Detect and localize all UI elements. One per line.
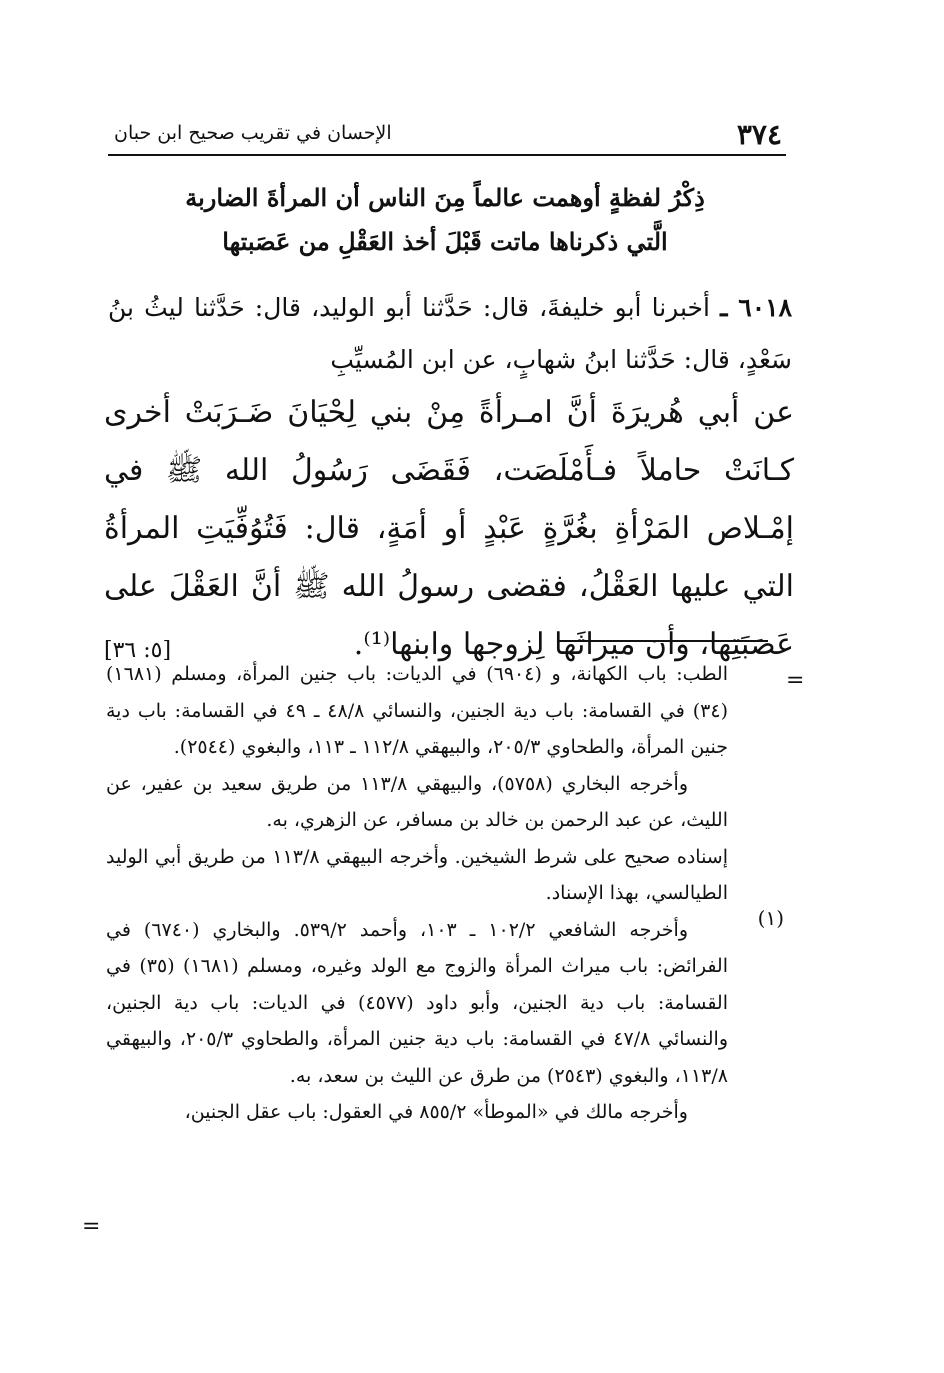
footnote-continuation: الطب: باب الكهانة، و (٦٩٠٤) في الديات: باب جنين المرأة، ومسلم (١٦٨١) (٣٤) في القسامة: باب دية الجنين، والنسائي ٤٨/٨ ـ ٤٩ في القسامة: باب دية جنين المرأة، والطحاوي ٢٠٥/٣، والبيهقي ١١٢/٨ ـ ١١٣، والبغوي (٢٥٤٤). [106,663,728,758]
footnote-1-marker: (١) [757,906,784,930]
hadith-matn [104,384,794,680]
chapter-heading-line-2: الَّتي ذكرناها ماتت قَبْلَ أخذ العَقْلِ من عَصَبتها [222,227,668,256]
footnote-divider [558,640,768,642]
footnote-paragraph: وأخرجه مالك في «الموطأ» ٨٥٥/٢ في العقول: باب عقل الجنين، [184,1101,688,1123]
footnote-1-text: إسناده صحيح على شرط الشيخين. وأخرجه البيهقي ١١٣/٨ من طريق أبي الوليد الطيالسي، بهذا الإسناد. [106,845,728,904]
chapter-heading [100,176,790,264]
footnote-paragraph: وأخرجه الشافعي ١٠٢/٢ ـ ١٠٣، وأحمد ٥٣٩/٢. والبخاري (٦٧٤٠) في الفرائض: باب ميراث المرأة والزوج مع الولد وغيره، ومسلم (١٦٨١) (٣٥) في القسامة: باب دية الجنين، وأبو داود (٤٥٧٧) في الديات: باب دية الجنين، والنسائي ٤٧/٨ في القسامة: باب دية جنين المرأة، والطحاوي ٢٠٥/٣، والبيهقي ١١٣/٨، والبغوي (٢٥٤٣) من طرق عن الليث بن سعد، به. [106,918,729,1087]
footnotes [106,656,728,1131]
hadith-number: ٦٠١٨ ـ [720,293,792,322]
continuation-mark-bottom: = [82,1214,101,1239]
book-title: الإحسان في تقريب صحيح ابن حبان [114,122,392,144]
running-header [108,108,786,156]
page-number: ٣٧٤ [736,118,782,151]
hadith-reference: [٥: ٣٦] [104,638,172,663]
matn-text: عن أبي هُريرَةَ أنَّ امـرأةً مِنْ بني لِحْيَانَ ضَـرَبَتْ أخرى كـانَتْ حاملاً فـأَمْلَصَت، فَقَضَى رَسُولُ الله ﷺ في إمْـلاص المَرْأةِ بغُرَّةٍ عَبْدٍ أو أمَةٍ، قال: فَتُوُفِّيَتِ المرأةُ التي عليها العَقْلُ، فقضى رسولُ الله ﷺ أنَّ العَقْلَ على عَصَبَتِها، وأن ميراثَها لِزوجها وابنها⁽¹⁾. [104,395,794,662]
isnad-text: أخبرنا أبو خليفةَ، قال: حَدَّثنا أبو الوليد، قال: حَدَّثنا ليثُ بنُ سَعْدٍ، قال: حَدَّثنا ابنُ شهابٍ، عن ابن المُسيِّبِ [108,293,792,374]
continuation-mark-top: = [786,668,805,693]
hadith-isnad [108,282,792,386]
chapter-heading-line-1: ذِكْرُ لفظةٍ أوهمت عالماً مِنَ الناس أن المرأةَ الضاربة [185,183,705,212]
footnote-paragraph: وأخرجه البخاري (٥٧٥٨)، والبيهقي ١١٣/٨ من طريق سعيد بن عفير، عن الليث، عن عبد الرحمن بن خالد بن مسافر، عن الزهري، به. [106,772,728,831]
